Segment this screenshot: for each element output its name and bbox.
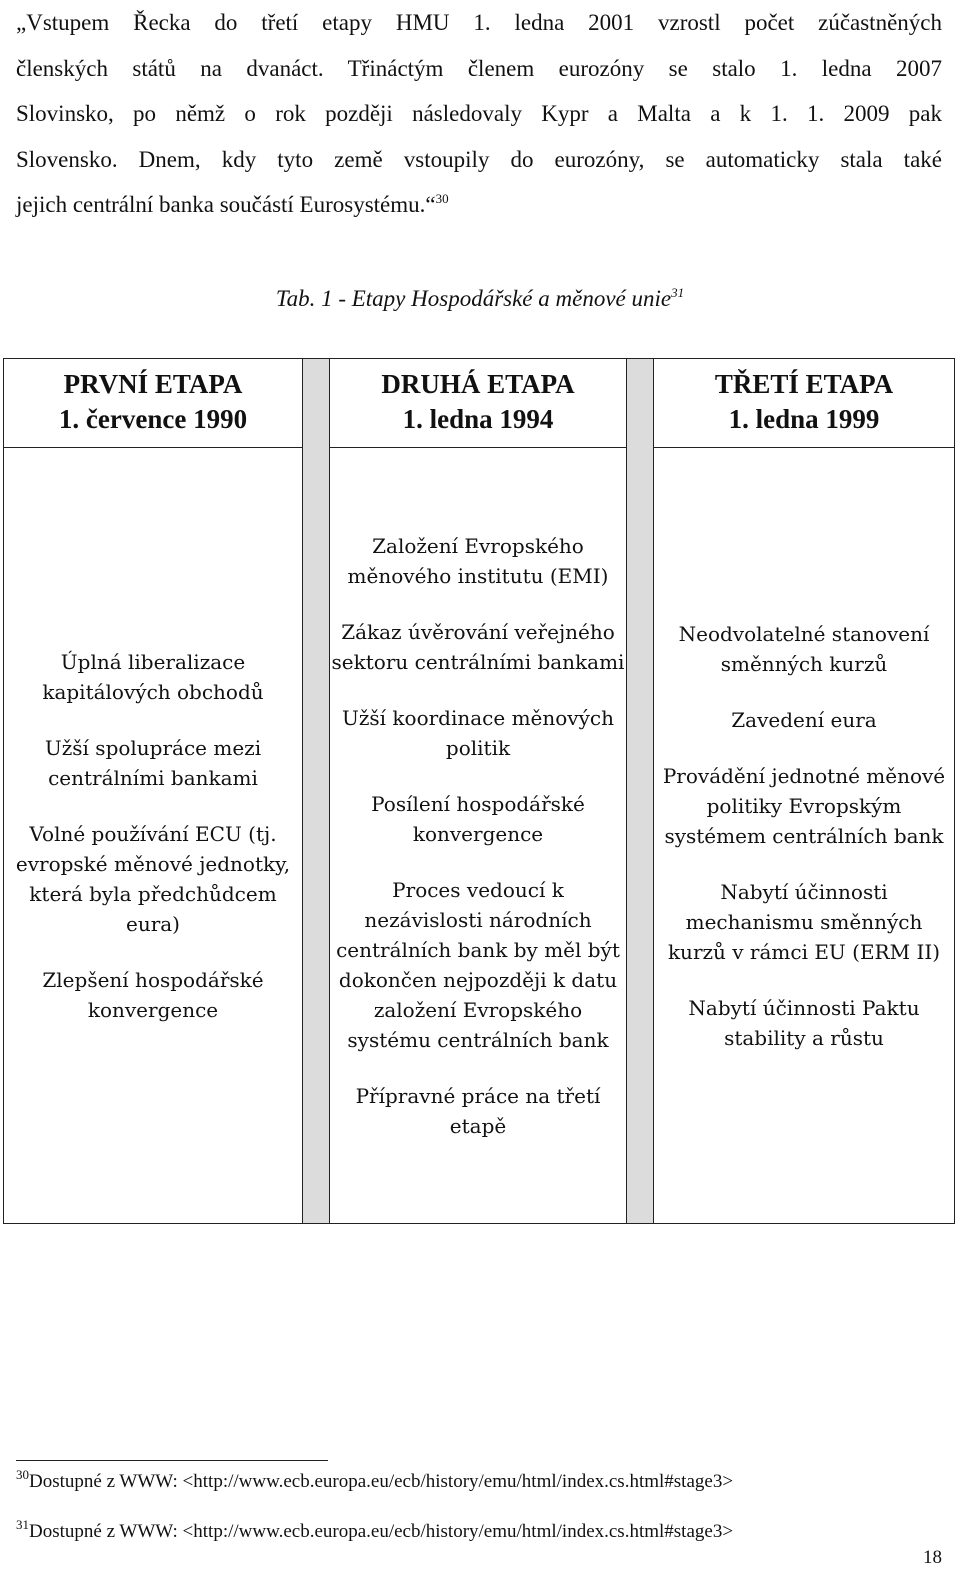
stage-item: Zlepšení hospodářské konvergence (42, 968, 264, 1022)
caption-text: Tab. 1 - Etapy Hospodářské a měnové unie (275, 286, 672, 311)
intro-line: členských států na dvanáct. Třináctým členem eurozóny se stalo 1. ledna 2007 (16, 55, 942, 81)
intro-line-text: jejich centrální banka součástí Eurosystému.“ (16, 192, 436, 217)
stage-item: Neodvolatelné stanovení směnných kurzů (678, 622, 930, 676)
header-divider (4, 447, 954, 448)
column-separator (302, 359, 330, 1223)
footnote (16, 1467, 734, 1493)
intro-line: Slovinsko, po němž o rok později následovaly Kypr a Malta a k 1. 1. 2009 pak (16, 101, 942, 126)
page-number: 18 (923, 1547, 942, 1568)
stage-item: Zákaz úvěrování veřejného sektoru centrálními bankami (331, 620, 625, 674)
stage-title: TŘETÍ ETAPA (714, 369, 894, 399)
stage-item: Provádění jednotné měnové politiky Evropským systémem centrálních bank (662, 764, 946, 848)
column-separator (626, 359, 654, 1223)
stage-item: Zavedení eura (731, 708, 877, 732)
stage-item: Založení Evropského měnového institutu (EMI) (347, 534, 609, 588)
stages-table (3, 358, 955, 1224)
footnote-rule (16, 1460, 328, 1461)
stage-2-items (330, 449, 626, 1223)
footnote-number: 31 (16, 1517, 29, 1532)
stage-1-items (4, 449, 302, 1223)
stage-date: 1. ledna 1994 (402, 404, 554, 434)
stage-3-header (654, 367, 954, 447)
stage-item: Volné používání ECU (tj. evropské měnové jednotky, která byla předchůdcem eura) (15, 822, 291, 936)
intro-line (16, 182, 942, 228)
stage-3-items (654, 449, 954, 1223)
footnote-text: Dostupné z WWW: <http://www.ecb.europa.eu/ecb/history/emu/html/index.cs.html#stage3> (29, 1471, 734, 1492)
stage-date: 1. ledna 1999 (728, 404, 880, 434)
intro-line: „Vstupem Řecka do třetí etapy HMU 1. ledna 2001 vzrostl počet zúčastněných (16, 10, 942, 35)
footnote-ref: 31 (671, 285, 685, 300)
stage-title: DRUHÁ ETAPA (381, 369, 575, 399)
footnote-number: 30 (16, 1467, 29, 1482)
footnote-text: Dostupné z WWW: <http://www.ecb.europa.eu/ecb/history/emu/html/index.cs.html#stage3> (29, 1521, 734, 1542)
stage-1-header (4, 367, 302, 447)
stage-item: Nabytí účinnosti mechanismu směnných kurzů v rámci EU (ERM II) (667, 880, 941, 964)
stage-item: Užší spolupráce mezi centrálními bankami (44, 736, 262, 790)
stage-item: Posílení hospodářské konvergence (371, 792, 585, 846)
footnote-ref: 30 (435, 191, 449, 206)
footnote (16, 1517, 734, 1543)
stage-date: 1. července 1990 (58, 404, 248, 434)
intro-line: Slovensko. Dnem, kdy tyto země vstoupily do eurozóny, se automaticky stala také (16, 146, 942, 172)
stage-2-header (330, 367, 626, 447)
stage-item: Nabytí účinnosti Paktu stability a růstu (688, 996, 920, 1050)
intro-paragraph (16, 0, 942, 228)
stage-item: Užší koordinace měnových politik (342, 706, 614, 760)
stage-title: PRVNÍ ETAPA (63, 369, 243, 399)
stage-item: Proces vedoucí k nezávislosti národních centrálních bank by měl být dokončen nejpozději k datu založení Evropského systému centrálních bank (336, 878, 620, 1052)
stage-item: Úplná liberalizace kapitálových obchodů (42, 650, 264, 704)
stage-item: Přípravné práce na třetí etapě (355, 1084, 601, 1138)
table-caption (0, 286, 960, 312)
